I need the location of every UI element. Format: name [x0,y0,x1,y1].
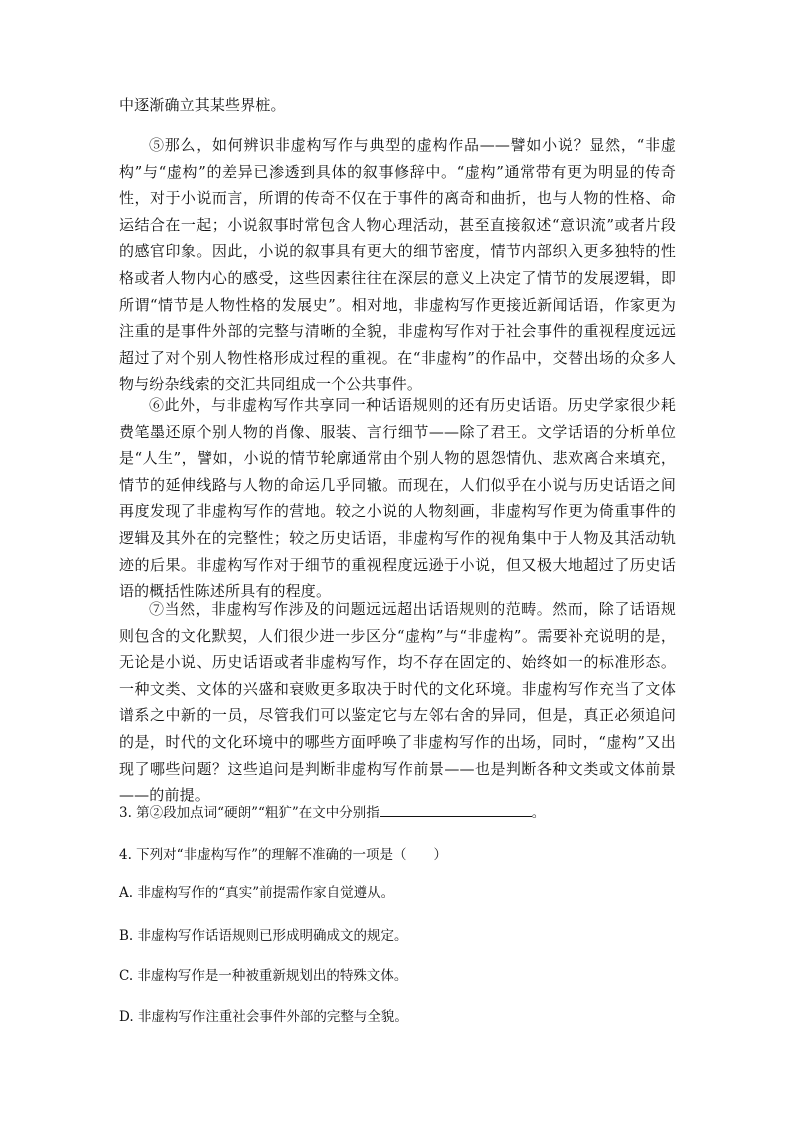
passage-paragraph-continued: 中逐渐确立其某些界桩。 [119,96,286,114]
passage-paragraph-7: ⑦当然，非虚构写作涉及的问题远远超出话语规则的范畴。然而，除了话语规则包含的文化默契，人们很少进一步区分“虚构”与“非虚构”。需要补充说明的是，无论是小说、历史话语或者非虚构写作，均不存在固定的、始终如一的标准形态。一种文类、文体的兴盛和衰败更多取决于时代的文化环境。非虚构写作充当了文体谱系之中新的一员，尽管我们可以鉴定它与左邻右舍的异同，但是，真正必须追问的是，时代的文化环境中的哪些方面呼唤了非虚构写作的出场，同时，“虚构”又出现了哪些问题？这些追问是判断非虚构写作前景——也是判断各种文类或文体前景——的前提。 [119,600,676,805]
passage-paragraph-5: ⑤那么，如何辨识非虚构写作与典型的虚构作品——譬如小说？显然，“非虚构”与“虚构”的差异已渗透到具体的叙事修辞中。“虚构”通常带有更为明显的传奇性，对于小说而言，所谓的传奇不仅在于事件的离奇和曲折，也与人物的性格、命运结合在一起；小说叙事时常包含人物心理活动，甚至直接叙述“意识流”或者片段的感官印象。因此，小说的叙事具有更大的细节密度，情节内部织入更多独特的性格或者人物内心的感受，这些因素往往在深层的意义上决定了情节的发展逻辑，即所谓“情节是人物性格的发展史”。相对地，非虚构写作更接近新闻话语，作家更为注重的是事件外部的完整与清晰的全貌，非虚构写作对于社会事件的重视程度远远超过了对个别人物性格形成过程的重视。在“非虚构”的作品中，交替出场的众多人物与纷杂线索的交汇共同组成一个公共事件。 [119,136,676,394]
question-3-text: 3. 第②段加点词“硬朗”“粗犷”在文中分别指 [119,805,380,821]
question-3 [119,802,676,823]
answer-blank[interactable] [380,802,532,817]
question-4-stem: 4. 下列对“非虚构写作”的理解不准确的一项是（ ） [119,847,447,863]
option-b: B. 非虚构写作话语规则已形成明确成文的规定。 [119,928,408,944]
option-c: C. 非虚构写作是一种被重新规划出的特殊文体。 [119,968,408,984]
passage-paragraph-6: ⑥此外，与非虚构写作共享同一种话语规则的还有历史话语。历史学家很少耗费笔墨还原个别人物的肖像、服装、言行细节——除了君王。文学话语的分析单位是“人生”，譬如，小说的情节轮廓通常由个别人物的恩怨情仇、悲欢离合来填充，情节的延伸线路与人物的命运几乎同辙。而现在，人们似乎在小说与历史话语之间再度发现了非虚构写作的营地。较之小说的人物刻画，非虚构写作更为倚重事件的逻辑及其外在的完整性；较之历史话语，非虚构写作的视角集中于人物及其活动轨迹的后果。非虚构写作对于细节的重视程度远逊于小说，但又极大地超过了历史话语的概括性陈述所具有的程度。 [119,396,676,601]
question-3-end: 。 [531,805,546,821]
option-d: D. 非虚构写作注重社会事件外部的完整与全貌。 [119,1009,408,1025]
option-a: A. 非虚构写作的“真实”前提需作家自觉遵从。 [119,885,395,901]
